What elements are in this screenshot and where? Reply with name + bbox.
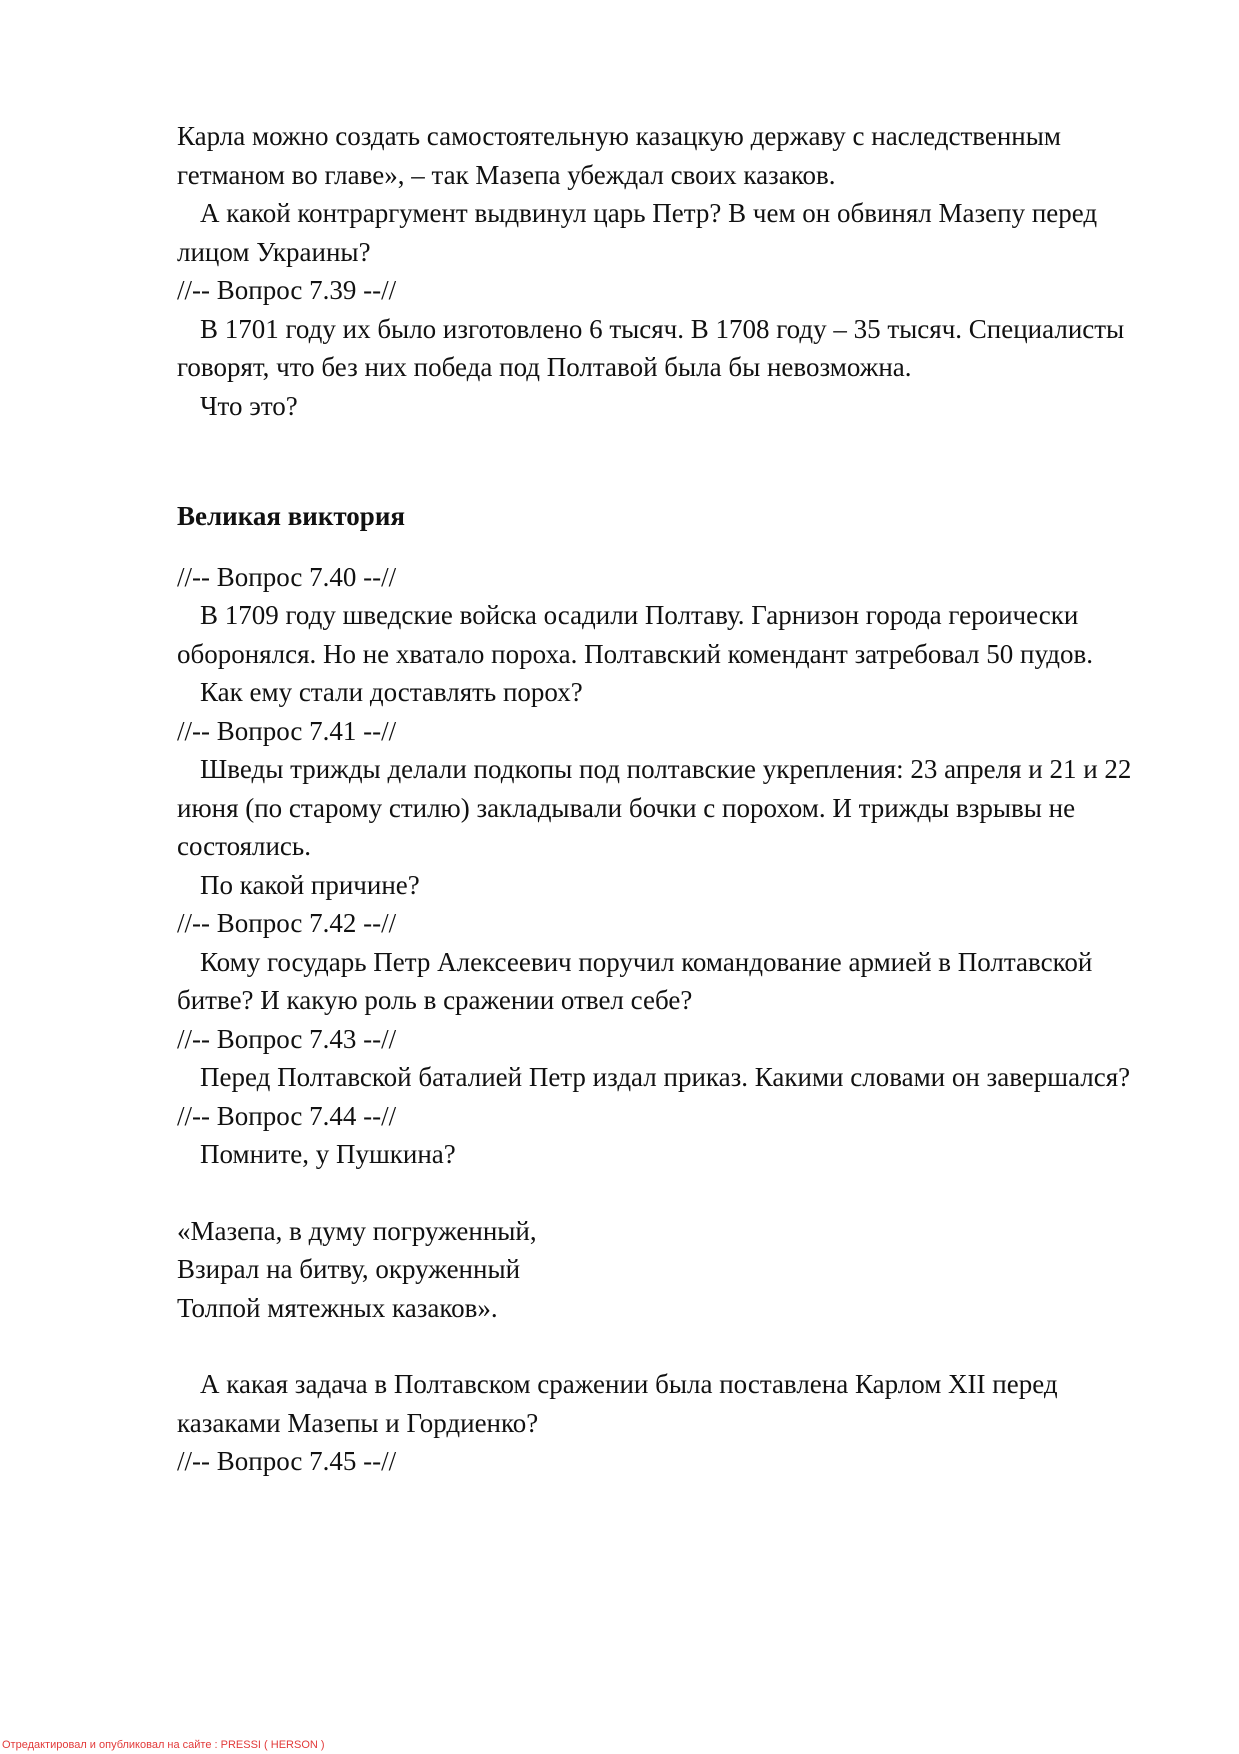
question-marker: //-- Вопрос 7.44 --//	[177, 1100, 397, 1131]
paragraph: Шведы трижды делали подкопы под полтавские укрепления: 23 апреля и 21 и 22 июня (по старому стилю) закладывали бочки с порохом. И трижды взрывы не состоялись.	[177, 754, 1132, 861]
question-marker: //-- Вопрос 7.45 --//	[177, 1446, 397, 1476]
section-heading: Великая виктория	[177, 501, 405, 531]
question-marker: //-- Вопрос 7.40 --//	[177, 561, 397, 592]
paragraph: Как ему стали доставлять порох?	[200, 677, 583, 707]
publisher-footer-note: Отредактировал и опубликовал на сайте : PRESSI ( HERSON )	[2, 1739, 325, 1751]
paragraph: По какой причине?	[200, 869, 420, 900]
poem-quote	[177, 1212, 1157, 1328]
question-marker: //-- Вопрос 7.41 --//	[177, 715, 397, 746]
paragraph: Перед Полтавской баталией Петр издал приказ. Какими словами он завершался?	[200, 1062, 1131, 1092]
paragraph: Что это?	[200, 390, 298, 421]
question-marker: //-- Вопрос 7.42 --//	[177, 908, 397, 938]
document-body	[177, 117, 1157, 1481]
question-marker: //-- Вопрос 7.43 --//	[177, 1023, 397, 1054]
paragraph: Кому государь Петр Алексеевич поручил командование армией в Полтавской битве? И какую роль в сражении отвел себе?	[177, 946, 1093, 1015]
paragraph: Помните, у Пушкина?	[200, 1139, 456, 1169]
paragraph: В 1701 году их было изготовлено 6 тысяч. В 1708 году – 35 тысяч. Специалисты говорят, что без них победа под Полтавой была бы невозможна.	[177, 313, 1125, 382]
poem-line: Толпой мятежных казаков».	[177, 1292, 498, 1323]
paragraph: А какая задача в Полтавском сражении была поставлена Карлом XII перед казаками Мазепы и Гордиенко?	[177, 1369, 1058, 1438]
poem-line: «Мазепа, в думу погруженный,	[177, 1215, 537, 1246]
paragraph: А какой контраргумент выдвинул царь Петр? В чем он обвинял Мазепу перед лицом Украины?	[177, 198, 1098, 267]
paragraph: В 1709 году шведские войска осадили Полтаву. Гарнизон города героически оборонялся. Но не хватало пороха. Полтавский комендант затребовал 50 пудов.	[177, 600, 1093, 669]
paragraph: Карла можно создать самостоятельную казацкую державу с наследственным гетманом во главе», – так Мазепа убеждал своих казаков.	[177, 121, 1061, 190]
question-marker: //-- Вопрос 7.39 --//	[177, 275, 397, 305]
poem-line: Взирал на битву, окруженный	[177, 1254, 521, 1284]
